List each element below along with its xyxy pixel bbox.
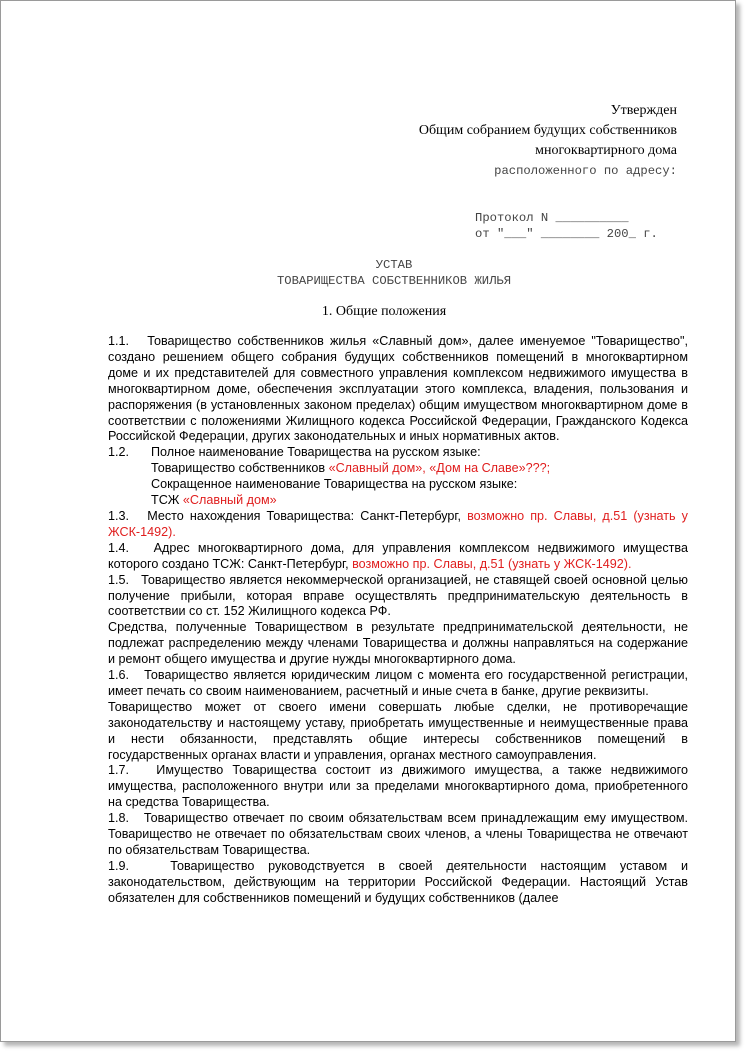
clause-1-3: [108, 509, 688, 541]
approved-address-line: расположенного по адресу:: [494, 164, 677, 178]
short-name-value: «Славный дом»: [182, 493, 277, 508]
title-line-1: УСТАВ: [375, 258, 413, 272]
short-name-label: Сокращенное наименование Товарищества на русском языке:: [151, 477, 518, 492]
short-name-prefix: ТСЖ: [151, 493, 183, 508]
protocol-number: Протокол N __________: [475, 211, 629, 225]
clause-1-1: 1.1. Товарищество собственников жилья «Славный дом», далее именуемое "Товарищество", создано решением общего собрания будущих собственников помещений в многоквартирном доме и их представителей для совместного управления комплексом недвижимого имущества в многоквартирном доме, обеспечения эксплуатации этого комплекса, владения, пользования и распоряжения (в установленных законом пределах) общим имуществом многоквартирном доме в соответствии с положениями Жилищного кодекса Российской Федерации, Гражданского Кодекса Российской Федерации, других законодательных и иных нормативных актов.: [108, 334, 688, 444]
clause-number: 1.2.: [108, 445, 130, 460]
clause-1-6-cont: Товарищество может от своего имени совершать любые сделки, не противоречащие законодательству и настоящему уставу, приобретать имущественные и неимущественные права и нести обязанности, представлять общие интересы собственников помещений в государственных органах власти и управления, органах местного самоуправления.: [108, 699, 688, 762]
clause-1-2: [108, 445, 688, 461]
document-title: [1, 257, 745, 289]
clause-1-7: 1.7. Имущество Товарищества состоит из движимого имущества, а также недвижимого имущества, расположенного внутри или за пределами многоквартирного дома, приобретенного на средства Товарищества.: [108, 763, 688, 810]
clause-1-5-cont: Средства, полученные Товариществом в результате предпринимательской деятельности, не подлежат распределению между членами Товарищества и должны направляться на содержание и ремонт общего имущества и другие нужды многоквартирного дома.: [108, 620, 688, 667]
clause-1-8: 1.8. Товарищество отвечает по своим обязательствам всем принадлежащим ему имуществом. Товарищество не отвечает по обязательствам своих членов, а члены Товарищества не отвечают по обязательствам Товарищества.: [108, 811, 688, 857]
clause-1-6: 1.6. Товарищество является юридическим лицом с момента его государственной регистрации, имеет печать со своим наименованием, расчетный и иные счета в банке, другие реквизиты.: [108, 668, 688, 698]
protocol-date: от "___" ________ 200_ г.: [475, 227, 658, 241]
full-name-line: [108, 461, 688, 477]
approved-by-line: Общим собранием будущих собственников: [418, 123, 677, 138]
clause-text: Полное наименование Товарищества на русском языке:: [151, 445, 481, 460]
clause-1-5: 1.5. Товарищество является некоммерческой организацией, не ставящей своей основной целью получение прибыли, которая вправе осуществлять предпринимательскую деятельность в соответствии со ст. 152 Жилищного кодекса РФ.: [108, 572, 688, 619]
clause-1-9: 1.9. Товарищество руководствуется в своей деятельности настоящим уставом и законодательством, действующим на территории Российской Федерации. Настоящий Устав обязателен для собственников помещений и будущих собственников (далее: [108, 858, 688, 905]
full-name-value: «Славный дом», «Дом на Славе»???;: [328, 461, 551, 476]
section-heading: 1. Общие положения: [321, 304, 447, 319]
clause-1-3-text: 1.3. Место нахождения Товарищества: Санкт-Петербург,: [108, 508, 468, 523]
document-body: [108, 334, 688, 907]
full-name-label: Товарищество собственников: [151, 461, 329, 476]
approved-label: Утвержден: [610, 103, 677, 118]
short-name-line: [108, 493, 688, 509]
protocol-block: [475, 210, 658, 242]
title-line-2: ТОВАРИЩЕСТВА СОБСТВЕННИКОВ ЖИЛЬЯ: [276, 274, 512, 288]
approved-building-line: многоквартирного дома: [535, 143, 677, 158]
clause-1-4: [108, 541, 688, 573]
clause-1-4-note: возможно пр. Славы, д.51 (узнать у ЖСК-1492).: [352, 556, 632, 571]
clause-1-3-note: возможно пр. Славы, д.51 (узнать у ЖСК-1492).: [108, 508, 688, 539]
approval-block: [419, 101, 677, 181]
clause-1-4-text: 1.4. Адрес многоквартирного дома, для управления комплексом недвижимого имущества которого создано ТСЖ: Санкт-Петербург,: [108, 540, 688, 571]
